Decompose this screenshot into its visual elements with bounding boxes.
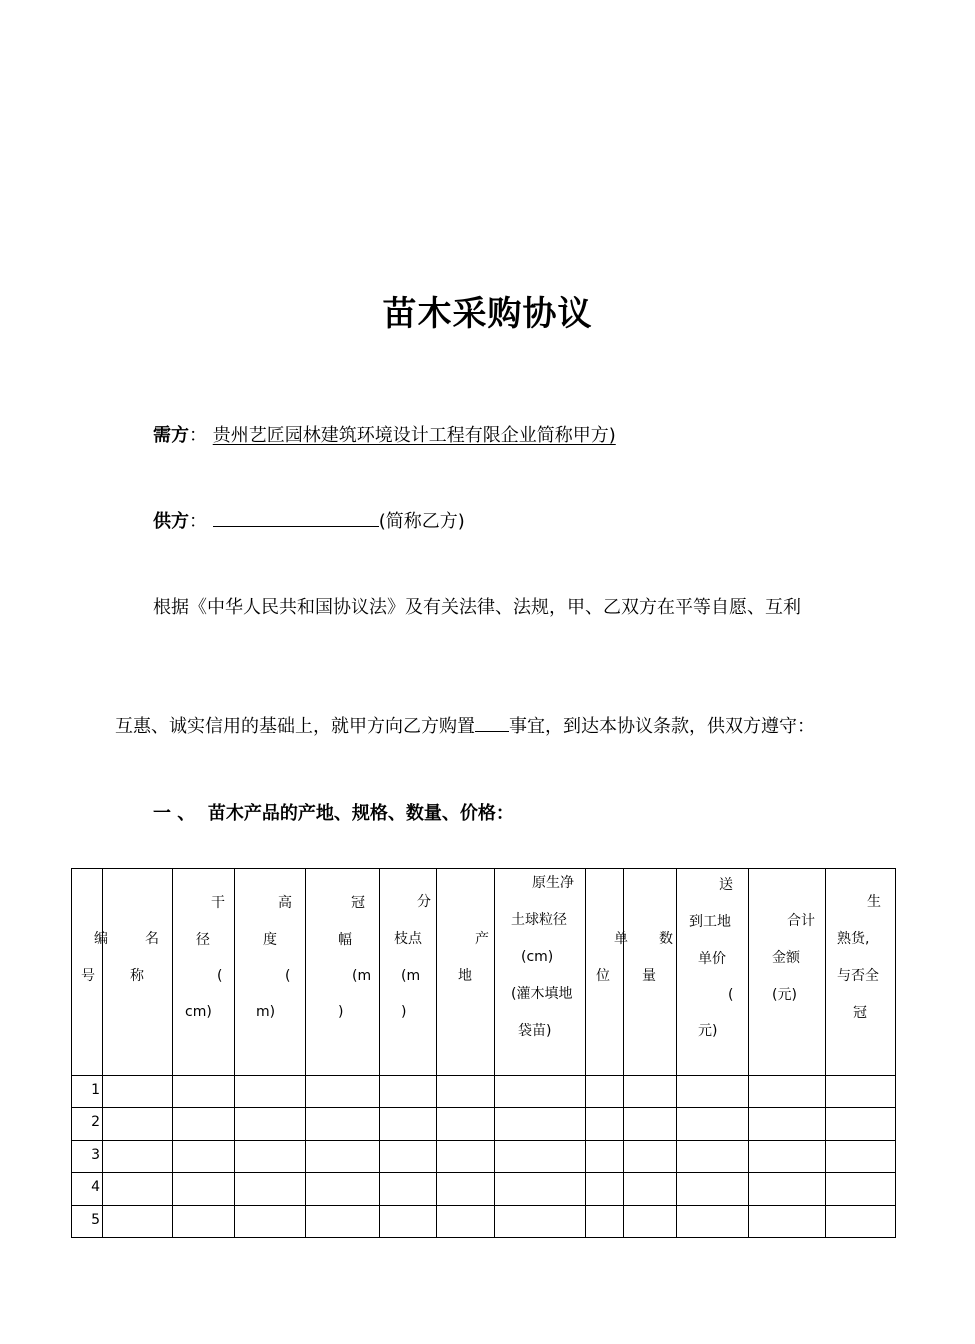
table-cell[interactable] [624, 1205, 677, 1237]
table-cell[interactable] [173, 1173, 235, 1205]
section-1-heading [153, 799, 514, 825]
header-cell-crown-width: 冠 幅 (m ) [306, 869, 380, 1076]
row-number: 1 [72, 1075, 103, 1107]
table-row [72, 1075, 896, 1107]
purchase-item-blank [475, 713, 509, 732]
table-cell[interactable] [306, 1140, 380, 1172]
paragraph-line-2a: 互惠、诚实信用的基础上，就甲方向乙方购置 [115, 716, 475, 737]
table-cell[interactable] [437, 1173, 495, 1205]
table-header-row [72, 869, 896, 1076]
table-cell[interactable] [235, 1140, 306, 1172]
buyer-label: 需方 [153, 425, 189, 446]
row-number: 4 [72, 1173, 103, 1205]
document-title: 苗木采购协议 [382, 294, 593, 334]
table-cell[interactable] [173, 1075, 235, 1107]
paragraph-line-1: 根据《中华人民共和国协议法》及有关法律、法规，甲、乙双方在平等自愿、互利 [153, 597, 801, 618]
table-row [72, 1173, 896, 1205]
table-row [72, 1108, 896, 1140]
table-cell[interactable] [103, 1075, 173, 1107]
table-cell[interactable] [103, 1173, 173, 1205]
table-cell[interactable] [677, 1205, 749, 1237]
table-row [72, 1205, 896, 1237]
table-cell[interactable] [826, 1173, 896, 1205]
paragraph-line-2 [115, 712, 815, 738]
table-cell[interactable] [306, 1173, 380, 1205]
table-cell[interactable] [826, 1205, 896, 1237]
header-cell-goods-type: 生 熟货, 与否全 冠 [826, 869, 896, 1076]
header-cell-total-amount: 合计 金额 (元) [749, 869, 826, 1076]
table-cell[interactable] [173, 1140, 235, 1172]
table-cell[interactable] [624, 1075, 677, 1107]
table-cell[interactable] [677, 1075, 749, 1107]
table-cell[interactable] [826, 1140, 896, 1172]
table-cell[interactable] [235, 1108, 306, 1140]
table-cell[interactable] [749, 1173, 826, 1205]
table-cell[interactable] [103, 1140, 173, 1172]
table-cell[interactable] [380, 1205, 437, 1237]
table-cell[interactable] [495, 1205, 586, 1237]
table-cell[interactable] [586, 1205, 624, 1237]
table-cell[interactable] [380, 1173, 437, 1205]
row-number: 5 [72, 1205, 103, 1237]
table-cell[interactable] [495, 1108, 586, 1140]
paragraph-line-2b: 事宜，到达本协议条款，供双方遵守： [509, 716, 815, 737]
header-cell-unit: 单 位 [586, 869, 624, 1076]
table-cell[interactable] [437, 1075, 495, 1107]
header-cell-branch-point: 分 枝点 (m ) [380, 869, 437, 1076]
table-row [72, 1140, 896, 1172]
buyer-line [153, 421, 616, 447]
table-cell[interactable] [624, 1173, 677, 1205]
table-cell[interactable] [306, 1205, 380, 1237]
table-cell[interactable] [103, 1205, 173, 1237]
table-cell[interactable] [749, 1108, 826, 1140]
table-cell[interactable] [749, 1205, 826, 1237]
table-cell[interactable] [495, 1173, 586, 1205]
table-cell[interactable] [586, 1140, 624, 1172]
table-cell[interactable] [624, 1108, 677, 1140]
buyer-colon: ： [189, 425, 207, 446]
header-cell-root-ball: 原生净 土球粒径 (cm) (灌木填地 袋苗) [495, 869, 586, 1076]
table-cell[interactable] [437, 1140, 495, 1172]
header-cell-trunk-diameter: 干 径 ( cm) [173, 869, 235, 1076]
supplier-line [153, 507, 465, 533]
header-cell-quantity: 数 量 [624, 869, 677, 1076]
buyer-value: 贵州艺匠园林建筑环境设计工程有限企业简称甲方) [212, 425, 616, 446]
table-cell[interactable] [495, 1140, 586, 1172]
supplier-label: 供方 [153, 511, 189, 532]
seedling-spec-table [71, 868, 896, 1238]
table-cell[interactable] [380, 1108, 437, 1140]
table-cell[interactable] [437, 1205, 495, 1237]
header-cell-number: 编 号 [72, 869, 103, 1076]
table-cell[interactable] [495, 1075, 586, 1107]
supplier-colon: ： [189, 511, 207, 532]
table-cell[interactable] [380, 1075, 437, 1107]
header-cell-name: 名 称 [103, 869, 173, 1076]
table-cell[interactable] [826, 1108, 896, 1140]
table-cell[interactable] [173, 1205, 235, 1237]
table-cell[interactable] [437, 1108, 495, 1140]
table-cell[interactable] [173, 1108, 235, 1140]
table-cell[interactable] [677, 1140, 749, 1172]
table-cell[interactable] [586, 1173, 624, 1205]
section-1-number: 一 、 [153, 803, 196, 824]
table-cell[interactable] [235, 1075, 306, 1107]
table-cell[interactable] [586, 1075, 624, 1107]
row-number: 2 [72, 1108, 103, 1140]
row-number: 3 [72, 1140, 103, 1172]
table-cell[interactable] [103, 1108, 173, 1140]
supplier-blank [213, 508, 379, 527]
header-cell-unit-price: 送 到工地 单价 ( 元) [677, 869, 749, 1076]
table-cell[interactable] [749, 1140, 826, 1172]
header-cell-origin: 产 地 [437, 869, 495, 1076]
table-cell[interactable] [677, 1108, 749, 1140]
table-cell[interactable] [380, 1140, 437, 1172]
table-cell[interactable] [749, 1075, 826, 1107]
table-cell[interactable] [235, 1173, 306, 1205]
table-cell[interactable] [624, 1140, 677, 1172]
table-cell[interactable] [586, 1108, 624, 1140]
table-cell[interactable] [306, 1075, 380, 1107]
header-cell-height: 高 度 ( m) [235, 869, 306, 1076]
table-cell[interactable] [235, 1205, 306, 1237]
table-cell[interactable] [677, 1173, 749, 1205]
table-cell[interactable] [826, 1075, 896, 1107]
supplier-suffix: (简称乙方) [378, 511, 465, 532]
section-1-title: 苗木产品的产地、规格、数量、价格： [207, 803, 514, 824]
table-cell[interactable] [306, 1108, 380, 1140]
